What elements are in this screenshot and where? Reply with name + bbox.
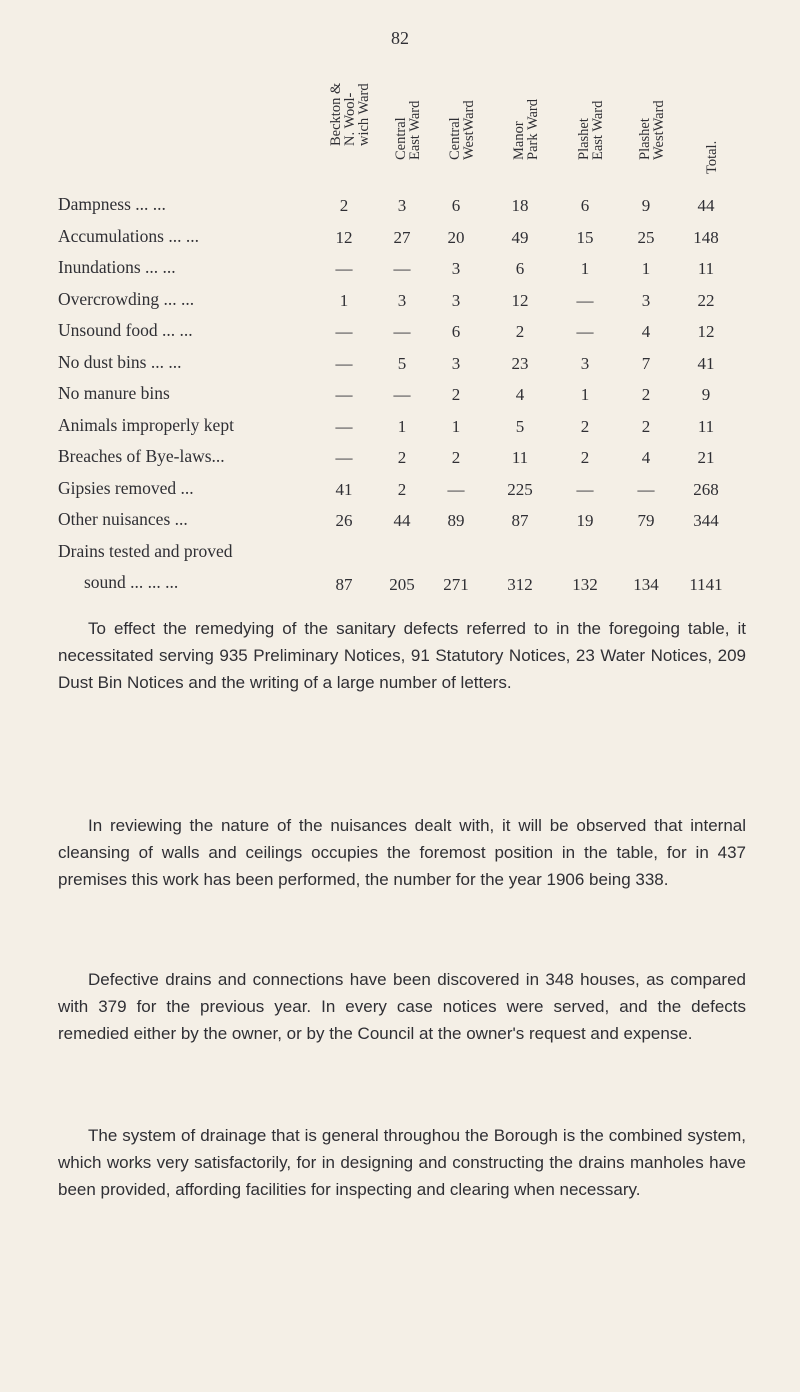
table-cell: — <box>576 479 594 499</box>
table-cell: 4 <box>641 322 651 341</box>
table-cell: 2 <box>451 448 461 467</box>
paragraph: The system of drainage that is general throughou the Borough is the combined system, which works very satisfactorily, for in designing and constructing the drains manholes have been provided, affording facilities for inspecting and clearing when necessary. <box>58 1126 746 1199</box>
row-label: Accumulations ... ... <box>58 225 199 246</box>
table-cell: 3 <box>397 290 407 310</box>
table-cell: 11 <box>697 259 715 278</box>
table-cell: 87 <box>335 574 353 594</box>
table-cell: 2 <box>515 322 525 341</box>
column-header <box>692 82 732 188</box>
column-header <box>388 82 428 188</box>
table-cell: 27 <box>393 227 411 247</box>
table-cell: 3 <box>451 259 461 278</box>
table-cell: 2 <box>641 385 651 404</box>
table-row <box>58 283 748 315</box>
table-cell: 15 <box>576 227 594 247</box>
table-cell: 21 <box>697 448 715 467</box>
table-cell: 132 <box>572 574 598 594</box>
table-row <box>58 472 748 504</box>
table-cell: 3 <box>641 290 651 310</box>
column-header <box>442 82 482 188</box>
table-cell: 41 <box>697 353 715 373</box>
table-cell: 6 <box>580 196 590 215</box>
table-row <box>58 377 748 409</box>
table-cell: 19 <box>576 511 594 530</box>
row-label: Other nuisances ... <box>58 509 188 529</box>
table-row <box>58 440 748 472</box>
table-cell: — <box>393 322 411 341</box>
table-cell: 134 <box>633 574 659 594</box>
table-cell: 3 <box>451 290 461 310</box>
row-label: No manure bins <box>58 383 170 403</box>
table-cell: 89 <box>447 511 465 530</box>
column-header-label: Central East Ward <box>393 100 423 160</box>
table-cell: 1 <box>397 416 407 436</box>
row-label: No dust bins ... ... <box>58 351 182 372</box>
table-cell: — <box>637 479 655 499</box>
row-label: Inundations ... ... <box>58 257 176 277</box>
nuisances-table <box>58 82 748 598</box>
row-label-line: sound ... ... ... <box>84 571 179 592</box>
column-header <box>506 82 546 188</box>
table-cell: 148 <box>693 227 719 247</box>
table-cell: 1 <box>451 416 461 436</box>
table-row <box>58 409 748 441</box>
column-header-label: Manor Park Ward <box>511 99 541 160</box>
table-cell: 2 <box>641 416 651 436</box>
table-cell: 49 <box>511 227 529 247</box>
table-cell: 12 <box>335 227 353 247</box>
row-label <box>58 541 318 593</box>
table-cell: — <box>447 479 465 499</box>
table-cell: — <box>393 385 411 404</box>
table-cell: 44 <box>393 511 411 530</box>
table-cell: 12 <box>697 322 715 341</box>
table-cell: 1 <box>580 385 590 404</box>
row-label: Dampness ... ... <box>58 194 166 214</box>
table-cell: 20 <box>447 227 465 247</box>
table-row <box>58 346 748 378</box>
table-cell: 9 <box>641 196 651 215</box>
table-cell: 3 <box>451 353 461 373</box>
table-cell: — <box>393 259 411 278</box>
table-cell: 6 <box>515 259 525 278</box>
table-cell: 268 <box>693 479 719 499</box>
table-row <box>58 220 748 252</box>
table-cell: 25 <box>637 227 655 247</box>
row-label-line: Drains tested and proved <box>58 540 233 561</box>
table-cell: 23 <box>511 353 529 373</box>
paragraph: To effect the remedying of the sanitary defects referred to in the foregoing table, it necessitated serving 935 Preliminary Notices, 91 Statutory Notices, 23 Water Notices, 209 Dust Bin Notices and the writing of a large number of letters. <box>58 619 746 692</box>
table-cell: 1 <box>641 259 651 278</box>
table-cell: — <box>576 322 594 341</box>
table-cell: 344 <box>693 511 719 530</box>
table-cell: — <box>335 259 353 278</box>
table-cell: 6 <box>451 196 461 215</box>
row-label: Overcrowding ... ... <box>58 288 195 309</box>
table-cell: 9 <box>701 385 711 404</box>
paragraph: In reviewing the nature of the nuisances dealt with, it will be observed that internal cleansing of walls and ceilings occupies the foremost position in the table, for in 437 premises this work has been performed, the number for the year 1906 being 338. <box>58 816 746 889</box>
table-cell: 2 <box>580 416 590 436</box>
table-cell: 26 <box>335 511 353 530</box>
table-cell: 79 <box>637 511 655 530</box>
table-cell: — <box>335 385 353 404</box>
table-cell: 44 <box>697 196 715 215</box>
table-cell: 41 <box>335 479 353 499</box>
table-cell: 312 <box>507 574 533 594</box>
table-cell: 225 <box>507 479 533 499</box>
table-cell: 2 <box>397 479 407 499</box>
table-cell: 12 <box>511 290 529 310</box>
table-cell: — <box>576 290 594 310</box>
table-cell: 2 <box>339 196 349 215</box>
table-cell: 2 <box>580 448 590 467</box>
column-header-label: Plashet East Ward <box>576 100 606 160</box>
table-cell: 11 <box>697 416 715 436</box>
table-cell: 11 <box>511 448 529 467</box>
column-header-label: Plashet WestWard <box>637 100 667 160</box>
column-header-label: Total. <box>704 140 720 174</box>
column-header <box>632 82 672 188</box>
table-cell: — <box>335 353 353 373</box>
table-cell: 3 <box>580 353 590 373</box>
table-cell: 1 <box>580 259 590 278</box>
table-cell: 5 <box>397 353 407 373</box>
table-cell: — <box>335 322 353 341</box>
column-header-label: Beckton & N. Wool- wich Ward <box>328 82 372 146</box>
table-cell: — <box>335 416 353 436</box>
table-cell: 4 <box>641 448 651 467</box>
table-cell: 18 <box>511 196 529 215</box>
table-cell: 4 <box>515 385 525 404</box>
table-row <box>58 535 748 598</box>
table-cell: 87 <box>511 511 529 530</box>
table-cell: 22 <box>697 290 715 310</box>
column-header-label: Central WestWard <box>447 100 477 160</box>
row-label: Animals improperly kept <box>58 414 234 435</box>
paragraph: Defective drains and connections have been discovered in 348 houses, as compared with 379 for the previous year. In every case notices were served, and the defects remedied either by the owner, or by the Council at the owner's request and expense. <box>58 970 746 1043</box>
table-cell: — <box>335 448 353 467</box>
column-header <box>571 82 611 188</box>
table-row <box>58 188 748 220</box>
column-header <box>330 82 370 188</box>
table-row <box>58 503 748 535</box>
table-cell: 2 <box>451 385 461 404</box>
row-label: Breaches of Bye-laws... <box>58 446 225 466</box>
row-label: Unsound food ... ... <box>58 320 193 340</box>
table-cell: 2 <box>397 448 407 467</box>
table-cell: 1 <box>339 290 349 310</box>
table-row <box>58 251 748 283</box>
table-cell: 205 <box>389 574 415 594</box>
table-body <box>58 188 748 598</box>
table-header <box>58 82 748 188</box>
page-number: 82 <box>391 28 409 48</box>
table-cell: 7 <box>641 353 651 373</box>
row-label: Gipsies removed ... <box>58 477 194 498</box>
table-cell: 3 <box>397 196 407 215</box>
table-cell: 1141 <box>689 574 723 594</box>
table-row <box>58 314 748 346</box>
table-cell: 6 <box>451 322 461 341</box>
table-cell: 5 <box>515 416 525 436</box>
table-cell: 271 <box>443 574 469 594</box>
